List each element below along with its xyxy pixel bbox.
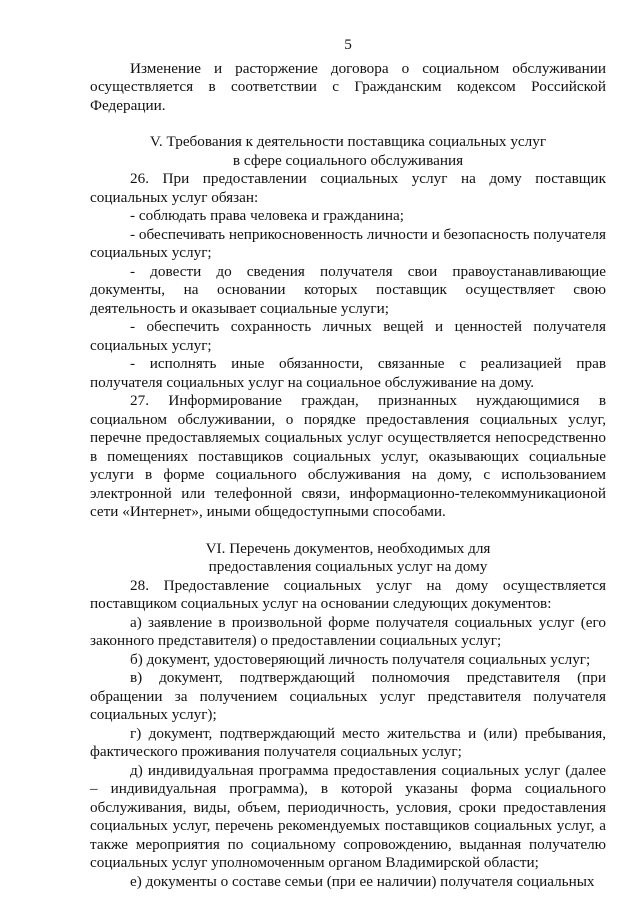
intro-paragraph: Изменение и расторжение договора о социальном обслуживании осуществляется в соответствии с Гражданским кодексом Российской Федерации.	[90, 59, 606, 114]
section-5-heading-line-2: в сфере социального обслуживания	[232, 151, 464, 169]
list-item: - соблюдать права человека и гражданина;	[130, 207, 404, 224]
page-number: 5	[344, 36, 352, 53]
list-item: - исполнять иные обязанности, связанные с реализацией прав получателя социальных услуг на социальное обслуживание на дому.	[90, 355, 606, 391]
list-item: д) индивидуальная программа предоставления социальных услуг (далее – индивидуальная программа), в которой указаны форма социального обслуживания, виды, объем, периодичность, условия, сроки предоставления социальных услуг, перечень рекомендуемых поставщиков социальных услуг, а также мероприятия по социальному сопровождению, выданная получателю социальных услуг уполномоченным органом Владимирской области;	[90, 761, 606, 871]
list-item: - довести до сведения получателя свои правоустанавливающие документы, на основании которых поставщик осуществляет свою деятельность и оказывает социальные услуги;	[90, 262, 606, 317]
section-5-heading-line-1: V. Требования к деятельности поставщика социальных услуг	[149, 133, 547, 150]
list-item: е) документы о составе семьи (при ее наличии) получателя социальных	[130, 872, 595, 890]
list-item: г) документ, подтверждающий место жительства и (или) пребывания, фактического проживания получателя социальных услуг;	[90, 724, 606, 760]
paragraph-26: 26. При предоставлении социальных услуг на дому поставщик социальных услуг обязан:	[90, 170, 606, 206]
section-6-heading-line-2: предоставления социальных услуг на дому	[208, 558, 488, 575]
paragraph-27: 27. Информирование граждан, признанных нуждающимися в социальном обслуживании, о порядке предоставления социальных услуг, перечне предоставляемых социальных услуг осуществляется непосредственно в помещениях поставщиков социальных услуг, оказывающих социальные услуги в форме социального обслуживания на дому, с использованием электронной или телефонной связи, информационно-телекоммуникационой сети «Интернет», иными общедоступными способами.	[90, 392, 606, 520]
section-6-heading-line-1: VI. Перечень документов, необходимых для	[205, 539, 491, 557]
paragraph-28: 28. Предоставление социальных услуг на дому осуществляется поставщиком социальных услуг на основании следующих документов:	[90, 576, 606, 612]
list-item: - обеспечивать неприкосновенность личности и безопасность получателя социальных услуг;	[90, 225, 606, 261]
list-item: - обеспечить сохранность личных вещей и ценностей получателя социальных услуг;	[90, 318, 606, 354]
list-item: а) заявление в произвольной форме получателя социальных услуг (его законного представителя) о предоставлении социальных услуг;	[90, 613, 606, 649]
list-item: в) документ, подтверждающий полномочия представителя (при обращении за получением социальных услуг представителя получателя социальных услуг);	[90, 669, 606, 723]
list-item: б) документ, удостоверяющий личность получателя социальных услуг;	[130, 650, 591, 668]
